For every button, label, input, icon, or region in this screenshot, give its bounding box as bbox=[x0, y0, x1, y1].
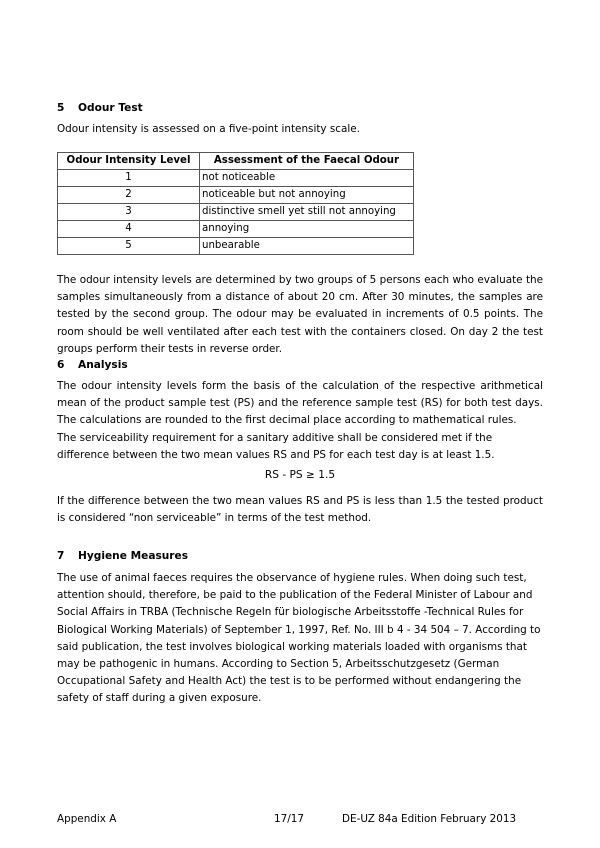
table-cell-assessment: annoying bbox=[200, 221, 414, 238]
formula: RS - PS ≥ 1.5 bbox=[264, 469, 336, 481]
table-cell-assessment: not noticeable bbox=[200, 170, 414, 187]
table-cell-level: 5 bbox=[58, 238, 200, 255]
table-cell-assessment: noticeable but not annoying bbox=[200, 187, 414, 204]
table-row bbox=[58, 238, 414, 255]
table-row bbox=[58, 187, 414, 204]
section-5-number: 5 bbox=[57, 102, 65, 114]
table-cell-assessment: unbearable bbox=[200, 238, 414, 255]
section-7-paragraph: The use of animal faeces requires the observance of hygiene rules. When doing such test, attention should, therefore, be paid to the publication of the Federal Minister of Labour and Social Affairs in TRBA (Technische Regeln für biologische Arbeitsstoffe -Technical Rules for Biological Working Materials) of September 1, 1997, Ref. No. III b 4 - 34 504 – 7. According to said publication, the test involves biological working materials loaded with organisms that may be pathogenic in humans. According to Section 5, Arbeitsschutzgesetz (German Occupational Safety and Health Act) the test is to be performed without endangering the safety of staff during a given exposure. bbox=[57, 572, 541, 705]
section-5-heading bbox=[57, 102, 143, 114]
table-cell-assessment: distinctive smell yet still not annoying bbox=[200, 204, 414, 221]
section-6-heading bbox=[57, 359, 128, 371]
section-6-paragraph-1: The odour intensity levels form the basis of the calculation of the respective arithmetical mean of the product sample test (PS) and the reference sample test (RS) for both test days. The calculations are rounded to the first decimal place according to mathematical rules. bbox=[57, 380, 543, 427]
table-row bbox=[58, 204, 414, 221]
section-7-title: Hygiene Measures bbox=[78, 550, 189, 562]
odour-intensity-table bbox=[57, 152, 414, 255]
section-6-title: Analysis bbox=[78, 359, 128, 371]
table-header-row bbox=[58, 153, 414, 170]
footer-page-number: 17/17 bbox=[274, 813, 304, 825]
table-cell-level: 4 bbox=[58, 221, 200, 238]
table-row bbox=[58, 170, 414, 187]
table-cell-level: 2 bbox=[58, 187, 200, 204]
footer-edition: DE-UZ 84a Edition February 2013 bbox=[342, 813, 517, 825]
section-5-paragraph: The odour intensity levels are determined by two groups of 5 persons each who evaluate the samples simultaneously from a distance of about 20 cm. After 30 minutes, the samples are tested by the second group. The odour may be evaluated in increments of 0.5 points. The room should be well ventilated after each test with the containers closed. On day 2 the test groups perform their tests in reverse order. bbox=[57, 274, 543, 355]
section-6-paragraph-3: If the difference between the two mean values RS and PS is less than 1.5 the tested product is considered “non serviceable” in terms of the test method. bbox=[57, 495, 543, 525]
section-5-intro: Odour intensity is assessed on a five-point intensity scale. bbox=[57, 123, 360, 135]
table-header-level: Odour Intensity Level bbox=[58, 153, 200, 170]
section-7-heading bbox=[57, 550, 188, 562]
table-cell-level: 1 bbox=[58, 170, 200, 187]
footer-appendix: Appendix A bbox=[57, 813, 117, 825]
table-header-assessment: Assessment of the Faecal Odour bbox=[200, 153, 414, 170]
section-6-paragraph-2: The serviceability requirement for a sanitary additive shall be considered met if the difference between the two mean values RS and PS for each test day is at least 1.5. bbox=[57, 432, 495, 462]
table-cell-level: 3 bbox=[58, 204, 200, 221]
section-6-number: 6 bbox=[57, 359, 65, 371]
table-row bbox=[58, 221, 414, 238]
section-5-title: Odour Test bbox=[78, 102, 143, 114]
section-7-number: 7 bbox=[57, 550, 65, 562]
